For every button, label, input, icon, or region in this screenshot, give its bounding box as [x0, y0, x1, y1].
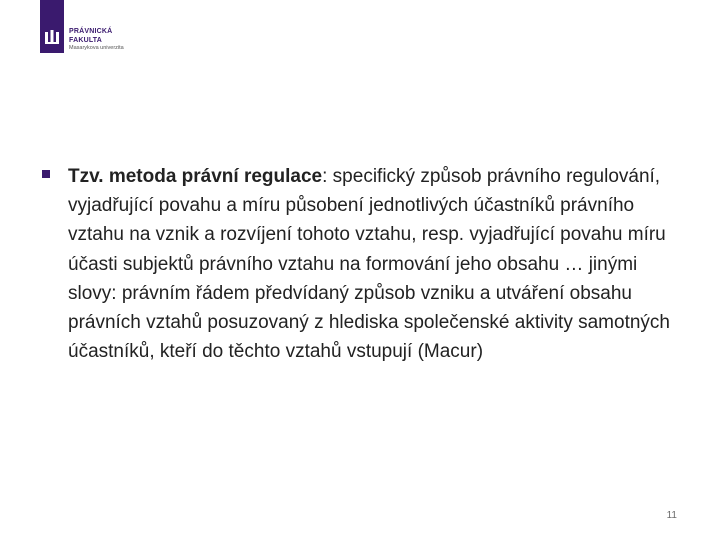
bullet-item — [42, 162, 682, 366]
defined-term: Tzv. metoda právní regulace — [68, 166, 323, 187]
bullet-text — [68, 162, 682, 366]
square-bullet-icon — [42, 170, 50, 178]
definition-text: : specifický způsob právního regulování, vyjadřující povahu a míru působení jednotlivých účastníků právního vztahu na vznik a rozvíjení tohoto vztahu, resp. vyjadřující povahu míru účasti subjektů právního vztahu na formování jeho obsahu … jinými slovy: právním řádem předvídaný způsob vzniku a utváření obsahu právních vztahů posuzovaný z hlediska společenské aktivity samotných účastníků, kteří do těchto vztahů vstupují (Macur) — [68, 166, 670, 363]
university-emblem-icon — [40, 0, 64, 53]
slide-content — [42, 162, 682, 366]
logo-university-name: Masarykova univerzita — [69, 45, 124, 51]
logo-faculty-name: PRÁVNICKÁ — [69, 28, 113, 35]
logo-faculty-word: FAKULTA — [69, 37, 103, 44]
page-number: 11 — [666, 510, 677, 521]
logo-text — [69, 28, 124, 52]
faculty-logo — [40, 0, 170, 64]
